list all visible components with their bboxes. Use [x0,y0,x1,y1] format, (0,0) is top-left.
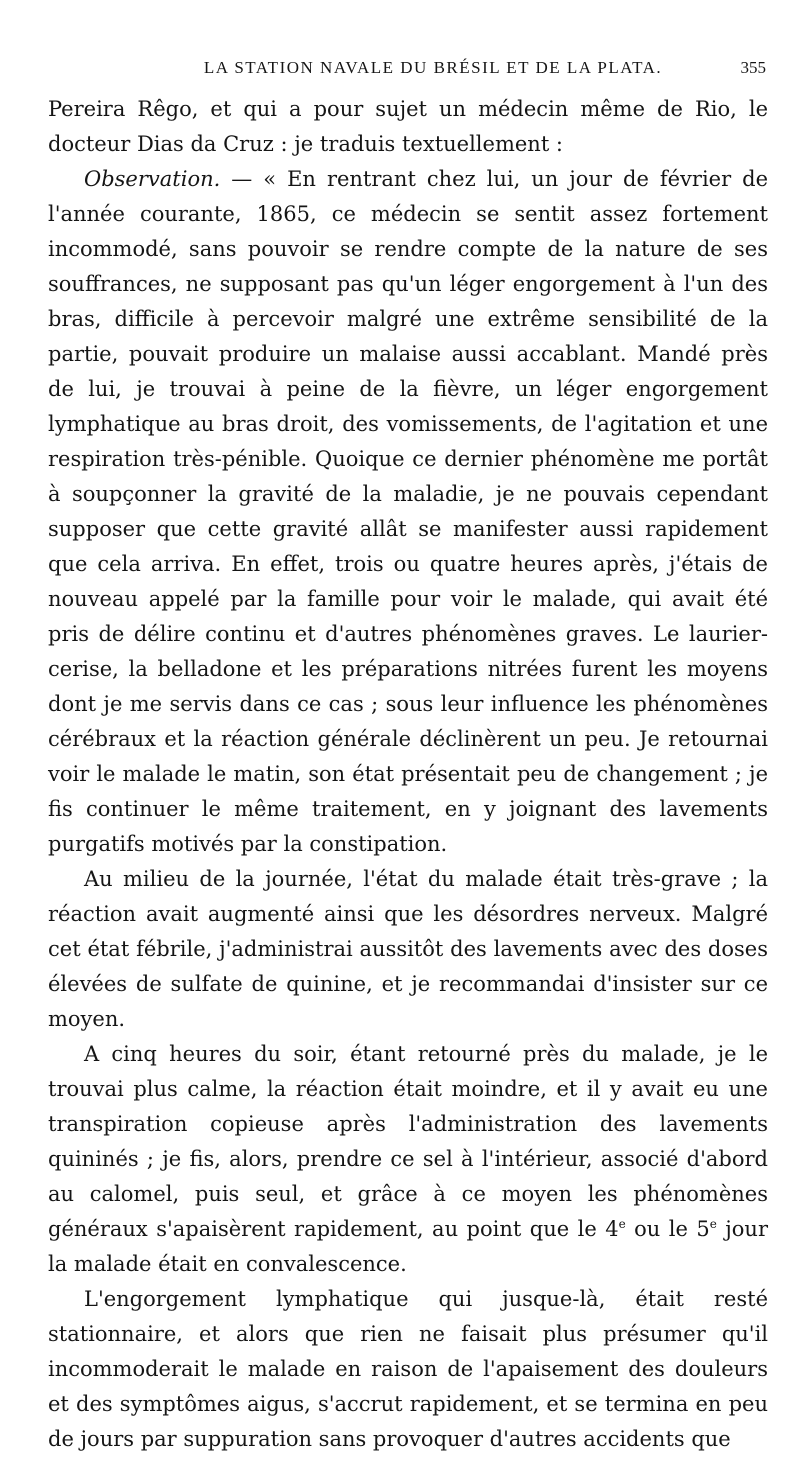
paragraph-midday [48,862,768,1037]
ordinal-suffix: e [618,1217,626,1231]
page-body [48,92,768,1457]
running-header [48,58,768,92]
ordinal-suffix: e [709,1217,717,1231]
paragraph-text: Au milieu de la journée, l'état du malade était très-grave ; la réaction avait augmenté ainsi que les désordres nerveux. Malgré cet état fébrile, j'administrai aussitôt des lavements avec des doses élevées de sulfate de quinine, et je recommandai d'insister sur ce moyen. [48,867,768,1031]
paragraph-evening [48,1037,768,1282]
page-number: 355 [740,58,766,77]
paragraph-text: ou le [625,1217,697,1241]
paragraph-text: Pereira Rêgo, et qui a pour sujet un médecin même de Rio, le docteur Dias da Cruz : je traduis textuellement : [48,97,768,156]
book-page [48,58,768,1457]
paragraph-text: A cinq heures du soir, étant retourné près du malade, je le trouvai plus calme, la réaction était moindre, et il y avait eu une transpiration copieuse après l'administration des lavements quininés ; je fis, alors, prendre ce sel à l'intérieur, associé d'abord au calomel, puis seul, et grâce à ce moyen les phénomènes généraux s'apaisèrent rapidement, au point que le [48,1042,768,1241]
running-title: LA STATION NAVALE DU BRÉSIL ET DE LA PLATA. [203,58,663,77]
paragraph-text: — « En rentrant chez lui, un jour de février de l'année courante, 1865, ce médecin se sentit assez fortement incommodé, sans pouvoir se rendre compte de la nature de ses souffrances, ne supposant pas qu'un léger engorgement à l'un des bras, difficile à percevoir malgré une extrême sensibilité de la partie, pouvait produire un malaise aussi accablant. Mandé près de lui, je trouvai à peine de la fièvre, un léger engorgement lymphatique au bras droit, des vomissements, de l'agitation et une respiration très-pénible. Quoique ce dernier phénomène me portât à soupçonner la gravité de la maladie, je ne pouvais cependant supposer que cette gravité allât se manifester aussi rapidement que cela arriva. En effet, trois ou quatre heures après, j'étais de nouveau appelé par la famille pour voir le malade, qui avait été pris de délire continu et d'autres phénomènes graves. Le laurier-cerise, la belladone et les préparations nitrées furent les moyens dont je me servis dans ce cas ; sous leur influence les phénomènes cérébraux et la réaction générale déclinèrent un peu. Je retournai voir le malade le matin, son état présentait peu de changement ; je fis continuer le même traitement, en y joignant des lavements purgatifs motivés par la constipation. [48,167,768,856]
paragraph-observation [48,162,768,862]
observation-label: Observation. [84,167,221,191]
paragraph-continuation [48,92,768,162]
paragraph-text: jour la malade était en convalescence. [48,1217,768,1276]
ordinal-number: 4 [605,1217,619,1241]
ordinal-number: 5 [696,1217,710,1241]
paragraph-text: L'engorgement lymphatique qui jusque-là, était resté stationnaire, et alors que rien ne faisait plus présumer qu'il incommoderait le malade en raison de l'apaisement des douleurs et des symptômes aigus, s'accrut rapidement, et se termina en peu de jours par suppuration sans provoquer d'autres accidents que [48,1287,768,1451]
paragraph-engorgement [48,1282,768,1457]
